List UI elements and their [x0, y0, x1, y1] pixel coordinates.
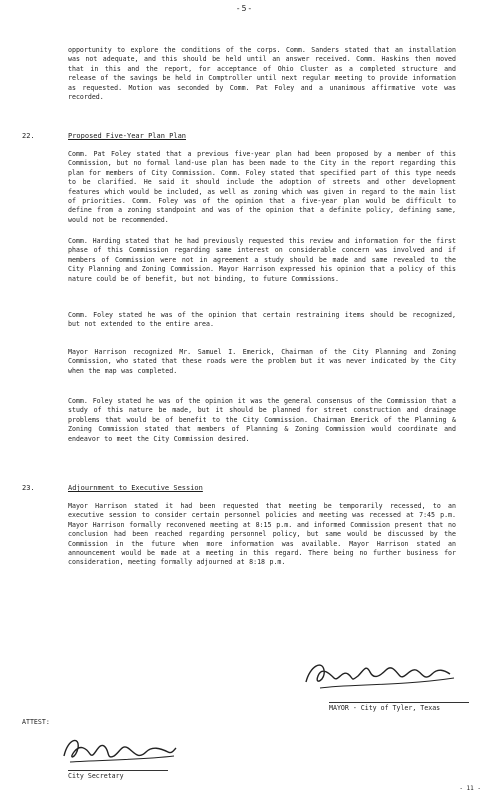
item-22-body — [68, 397, 456, 444]
intro-paragraph — [68, 46, 456, 102]
corner-mark: - 11 - — [459, 785, 481, 792]
item-23-number: 23. — [22, 484, 35, 492]
item-22-paragraph: Mayor Harrison recognized Mr. Samuel I. Emerick, Chairman of the City Planning and Zoning Commission, who stated that these roads were the problem but it was never indicated by the City when the map was completed. — [68, 348, 456, 375]
item-22-body — [68, 311, 456, 330]
mayor-signature — [300, 652, 460, 696]
secretary-signature — [60, 730, 180, 770]
page-number: -5- — [235, 4, 254, 13]
intro-paragraph-text: opportunity to explore the conditions of the corps. Comm. Sanders stated that an installation was not adequate, and this should be held until an answer received. Comm. Haskins then moved that in this and the report, for acceptance of Ohio Cluster as a completed structure and release of the savings be held in Comptroller until next regular meeting to provide information as requested. Motion was seconded by Comm. Pat Foley and a unanimous affirmative vote was recorded. — [68, 46, 456, 102]
attest-label: ATTEST: — [22, 718, 50, 726]
item-22-body — [68, 348, 456, 376]
secretary-caption: City Secretary — [68, 770, 168, 780]
item-22-body — [68, 150, 456, 225]
item-22-heading: Proposed Five-Year Plan Plan — [68, 132, 187, 140]
item-22-body — [68, 237, 456, 284]
item-22-paragraph: Comm. Pat Foley stated that a previous five-year plan had been proposed by a member of this Commission, but no formal land-use plan has been made to the City in the report regarding this plan for members of City Commission. Comm. Foley stated that specified part of this type needs to be clarified. He said it should include the adoption of streets and other development features which would be included, as well as zoning which was given in regard to the main list of priorities. Comm. Foley was of the opinion that a five-year plan would be difficult to define from a zoning standpoint and was of the opinion that a definite policy, defining same, would not be recommended. — [68, 150, 456, 224]
mayor-caption: MAYOR - City of Tyler, Texas — [329, 702, 469, 712]
item-23-paragraph: Mayor Harrison stated it had been requested that meeting be temporarily recessed, to an executive session to consider certain personnel policies and meeting was recessed at 7:45 p.m. Mayor Harrison formally reconvened meeting at 8:15 p.m. and informed Commission present that no conclusion had been reached regarding personnel policy, but same would be discussed by the Commission in the future when more information was available. Mayor Harrison stated an announcement would be made at a meeting in this regard. There being no further business for consideration, meeting formally adjourned at 8:18 p.m. — [68, 502, 456, 567]
item-23-body — [68, 502, 456, 568]
item-22-paragraph: Comm. Foley stated he was of the opinion it was the general consensus of the Commission that a study of this nature be made, but it should be planned for street construction and drainage problems that would be of benefit to the City Commission. Chairman Emerick of the Planning & Zoning Commission stated that members of Planning & Zoning Commission would coordinate and endeavor to meet the City Commission desired. — [68, 397, 456, 443]
secretary-signature-scrawl — [60, 730, 180, 770]
mayor-signature-scrawl — [300, 652, 460, 696]
item-23-heading: Adjournment to Executive Session — [68, 484, 203, 492]
item-22-paragraph: Comm. Foley stated he was of the opinion that certain restraining items should be recognized, but not extended to the entire area. — [68, 311, 456, 329]
item-22-number: 22. — [22, 132, 35, 140]
item-22-paragraph: Comm. Harding stated that he had previously requested this review and information for the first phase of this Commission regarding same interest on considerable concern was involved and if members of Commission were not in agreement a study should be made and same revealed to the City Planning and Zoning Commission. Mayor Harrison expressed his opinion that a policy of this nature could be of benefit, but not binding, to future Commissions. — [68, 237, 456, 283]
